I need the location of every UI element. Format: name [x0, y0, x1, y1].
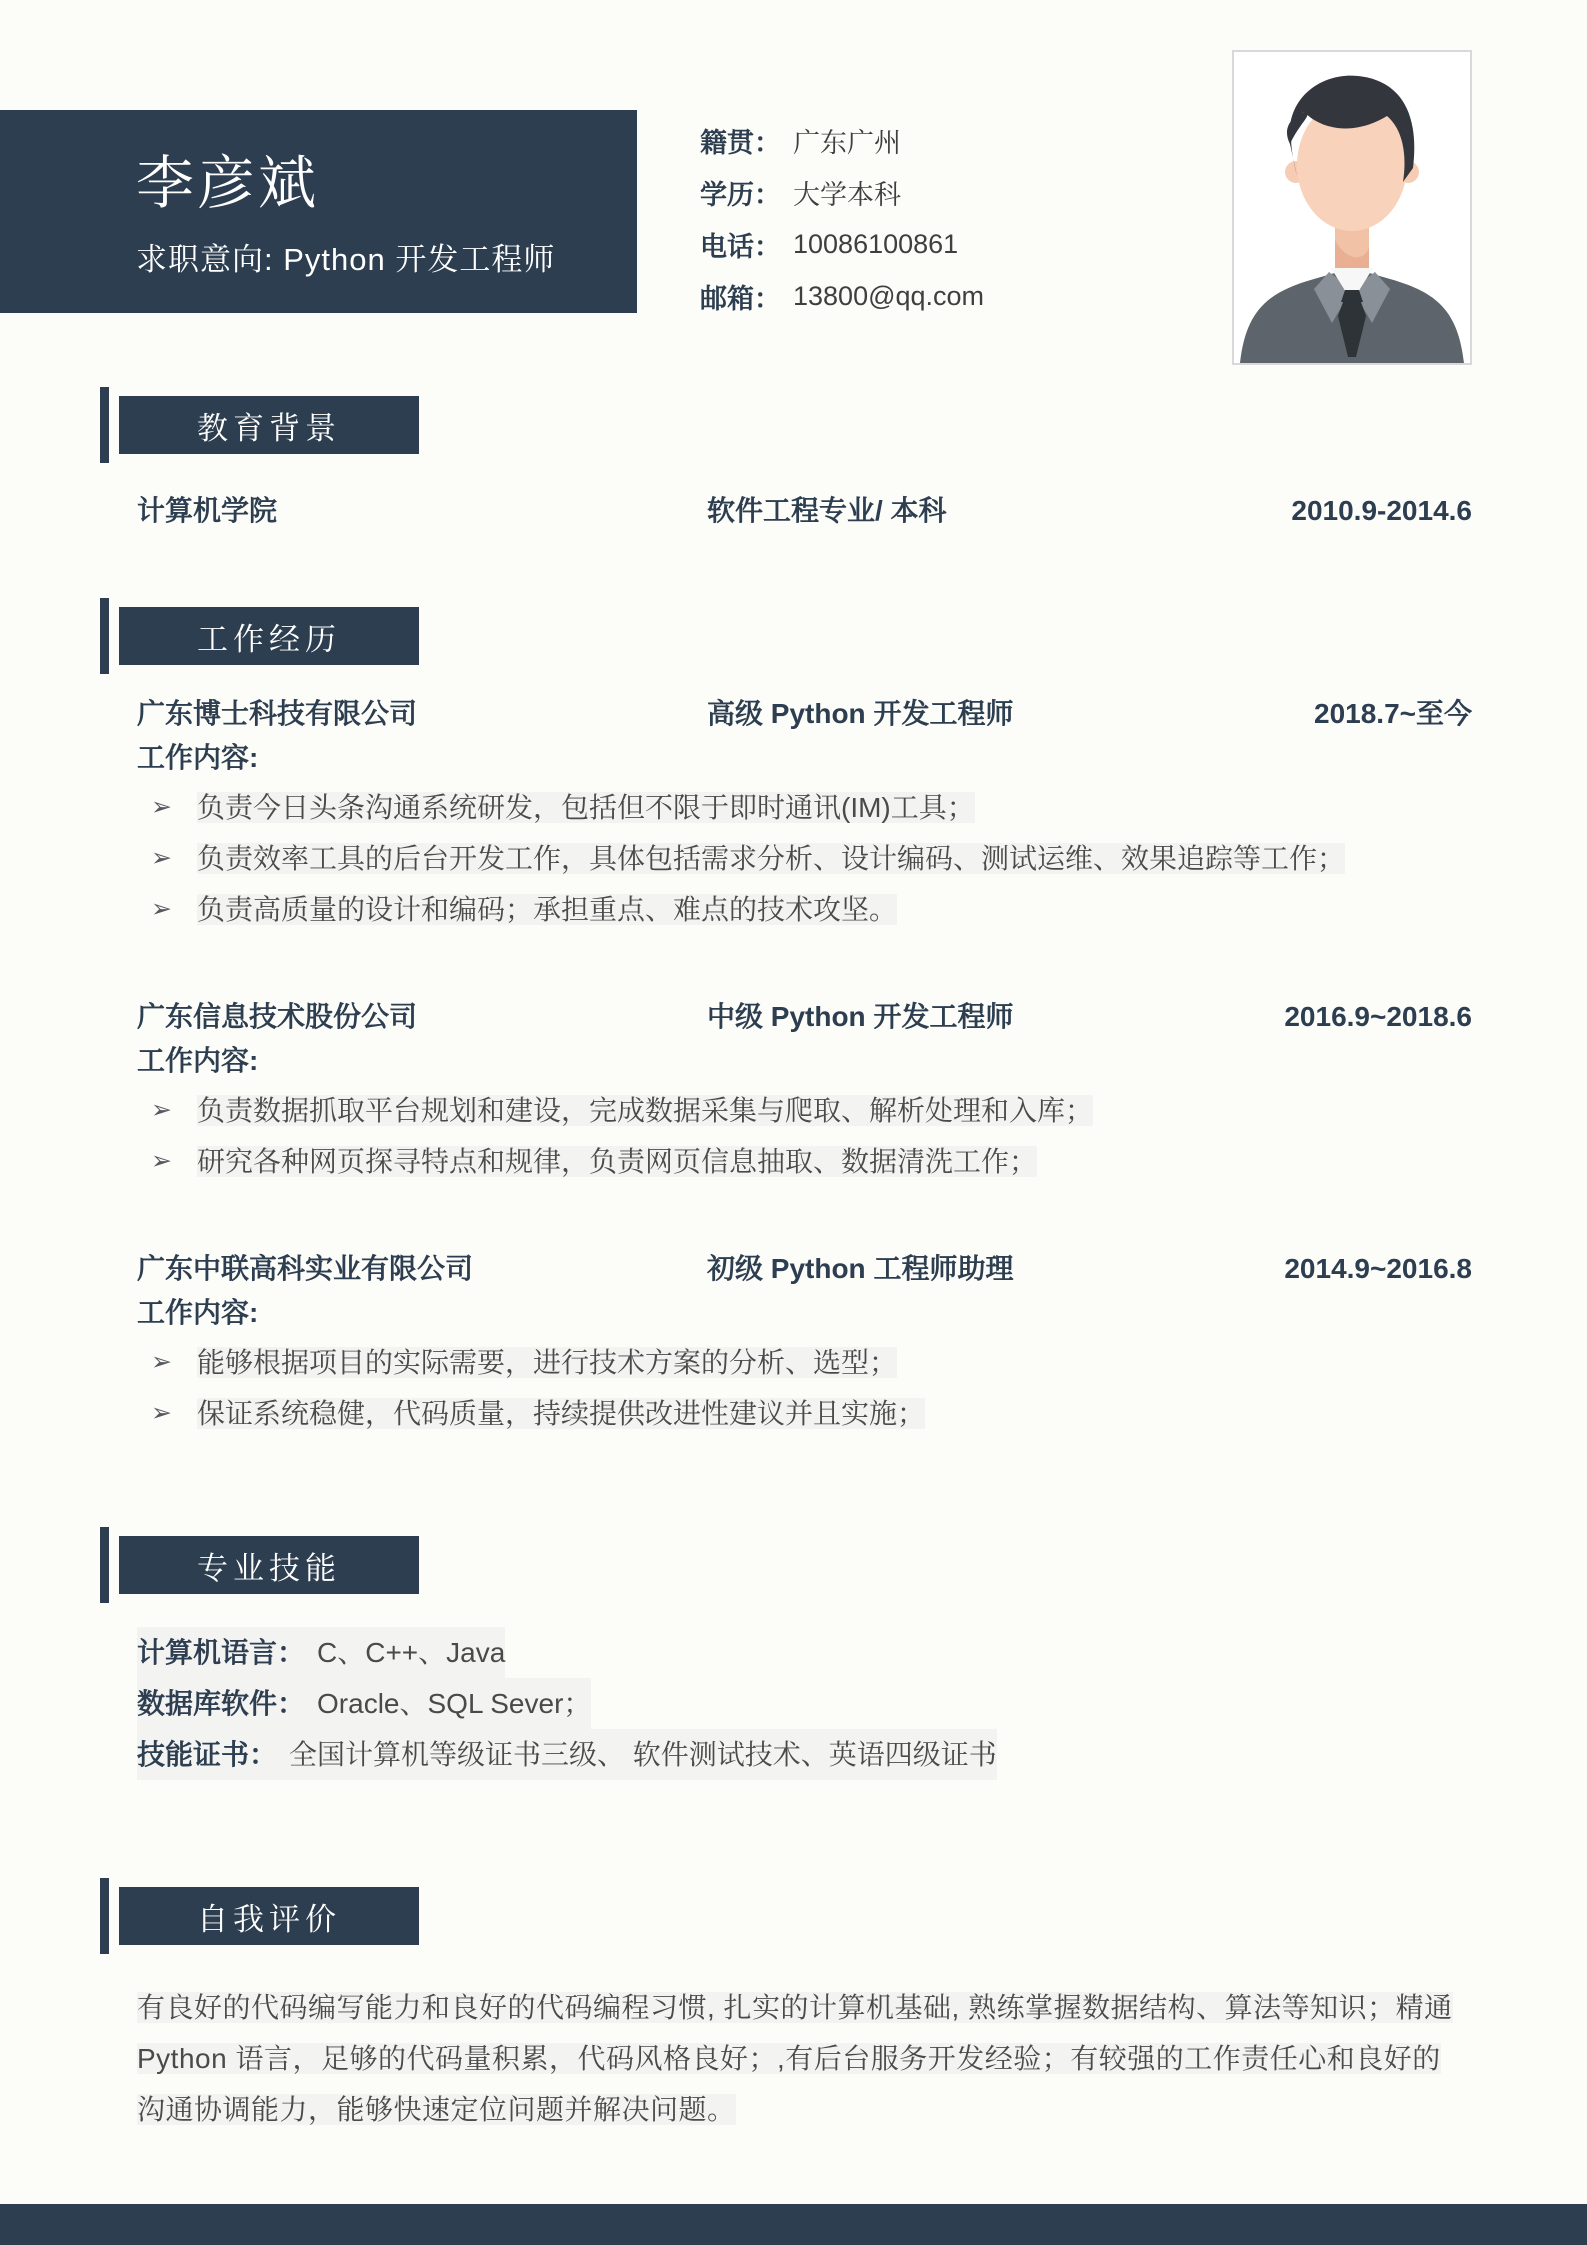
job-header-row [137, 997, 1472, 1037]
skill-value: C、C++、Java [317, 1637, 506, 1668]
info-row-education [700, 166, 984, 218]
skill-row-databases [137, 1678, 1472, 1729]
skill-label: 数据库软件： [137, 1688, 306, 1719]
job-bullet [137, 1337, 1472, 1388]
bullet-text: 能够根据项目的实际需要，进行技术方案的分析、选型； [197, 1347, 898, 1378]
job-bullet [137, 1085, 1472, 1136]
education-title: 教育背景 [119, 396, 419, 454]
section-bar [100, 1527, 109, 1603]
arrow-bullet-icon: ➢ [151, 895, 172, 923]
skill-row-languages [137, 1627, 1472, 1678]
skill-row-certificates [137, 1729, 1472, 1780]
name-banner [0, 110, 637, 313]
education-value: 大学本科 [793, 179, 901, 210]
education-date: 2010.9-2014.6 [1291, 495, 1472, 526]
arrow-bullet-icon: ➢ [151, 844, 172, 872]
job-objective: 求职意向: Python 开发工程师 [136, 242, 556, 277]
self-evaluation-paragraph [137, 1982, 1459, 2135]
job-content-label: 工作内容: [137, 1297, 259, 1328]
candidate-name: 李彦斌 [136, 151, 320, 216]
major-name: 软件工程专业/ 本科 [707, 495, 947, 526]
section-self-evaluation [0, 1878, 1587, 2135]
skills-section-header [100, 1527, 1587, 1603]
bullet-text: 负责效率工具的后台开发工作，具体包括需求分析、设计编码、测试运维、效果追踪等工作； [197, 843, 1346, 874]
profile-photo [1232, 50, 1472, 365]
job-content-label: 工作内容: [137, 742, 259, 773]
company-name: 广东博士科技有限公司 [137, 698, 418, 729]
footer-accent-bar [0, 2204, 1587, 2245]
school-name: 计算机学院 [137, 495, 278, 526]
job-bullet [137, 833, 1472, 884]
experience-section-header [100, 598, 1587, 674]
section-bar [100, 387, 109, 463]
bullet-text: 负责高质量的设计和编码；承担重点、难点的技术攻坚。 [197, 894, 898, 925]
phone-value: 10086100861 [793, 228, 959, 259]
job-role: 高级 Python 开发工程师 [707, 698, 1014, 729]
job-date: 2018.7~至今 [1314, 698, 1472, 729]
bullet-text: 负责数据抓取平台规划和建设，完成数据采集与爬取、解析处理和入库； [197, 1095, 1094, 1126]
job-content-label: 工作内容: [137, 1045, 259, 1076]
skill-label: 计算机语言： [137, 1637, 306, 1668]
self-evaluation-section-header [100, 1878, 1587, 1954]
contact-info-block [700, 114, 984, 322]
info-row-email [700, 270, 984, 322]
section-education [0, 387, 1587, 531]
origin-value: 广东广州 [793, 127, 901, 158]
section-bar [100, 1878, 109, 1954]
arrow-bullet-icon: ➢ [151, 793, 172, 821]
self-evaluation-text: 有良好的代码编写能力和良好的代码编程习惯, 扎实的计算机基础, 熟练掌握数据结构、算法等知识；精通 Python 语言，足够的代码量积累，代码风格良好；,有后台服务开发经验；有较强的工作责任心和良好的沟通协调能力，能够快速定位问题并解决问题。 [137, 1992, 1453, 2125]
bullet-text: 负责今日头条沟通系统研发，包括但不限于即时通讯(IM)工具； [197, 792, 975, 823]
education-label: 学历： [700, 179, 781, 210]
info-row-phone [700, 218, 984, 270]
section-bar [100, 598, 109, 674]
bullet-text: 研究各种网页探寻特点和规律，负责网页信息抽取、数据清洗工作； [197, 1146, 1038, 1177]
skill-value: Oracle、SQL Sever； [317, 1688, 592, 1719]
skill-label: 技能证书： [137, 1739, 278, 1770]
company-name: 广东中联高科实业有限公司 [137, 1253, 474, 1284]
origin-label: 籍贯： [700, 127, 781, 158]
job-entry [137, 694, 1472, 935]
male-avatar-icon [1234, 52, 1470, 363]
job-date: 2016.9~2018.6 [1284, 1001, 1472, 1032]
arrow-bullet-icon: ➢ [151, 1348, 172, 1376]
info-row-origin [700, 114, 984, 166]
arrow-bullet-icon: ➢ [151, 1399, 172, 1427]
section-experience [0, 598, 1587, 1439]
arrow-bullet-icon: ➢ [151, 1096, 172, 1124]
company-name: 广东信息技术股份公司 [137, 1001, 418, 1032]
education-row [137, 491, 1472, 531]
self-evaluation-title: 自我评价 [119, 1887, 419, 1945]
education-section-header [100, 387, 1587, 463]
job-bullet [137, 1388, 1472, 1439]
job-bullet [137, 1136, 1472, 1187]
email-label: 邮箱： [700, 283, 781, 314]
job-entry [137, 997, 1472, 1187]
phone-label: 电话： [700, 231, 781, 262]
job-role: 初级 Python 工程师助理 [707, 1253, 1014, 1284]
email-value: 13800@qq.com [793, 280, 985, 311]
job-bullet [137, 782, 1472, 833]
bullet-text: 保证系统稳健，代码质量，持续提供改进性建议并且实施； [197, 1398, 926, 1429]
skills-title: 专业技能 [119, 1536, 419, 1594]
job-header-row [137, 1249, 1472, 1289]
job-date: 2014.9~2016.8 [1284, 1253, 1472, 1284]
section-skills [0, 1527, 1587, 1780]
job-header-row [137, 694, 1472, 734]
job-bullet [137, 884, 1472, 935]
skill-value: 全国计算机等级证书三级、 软件测试技术、英语四级证书 [289, 1739, 997, 1770]
job-role: 中级 Python 开发工程师 [707, 1001, 1014, 1032]
job-entry [137, 1249, 1472, 1439]
arrow-bullet-icon: ➢ [151, 1147, 172, 1175]
experience-title: 工作经历 [119, 607, 419, 665]
